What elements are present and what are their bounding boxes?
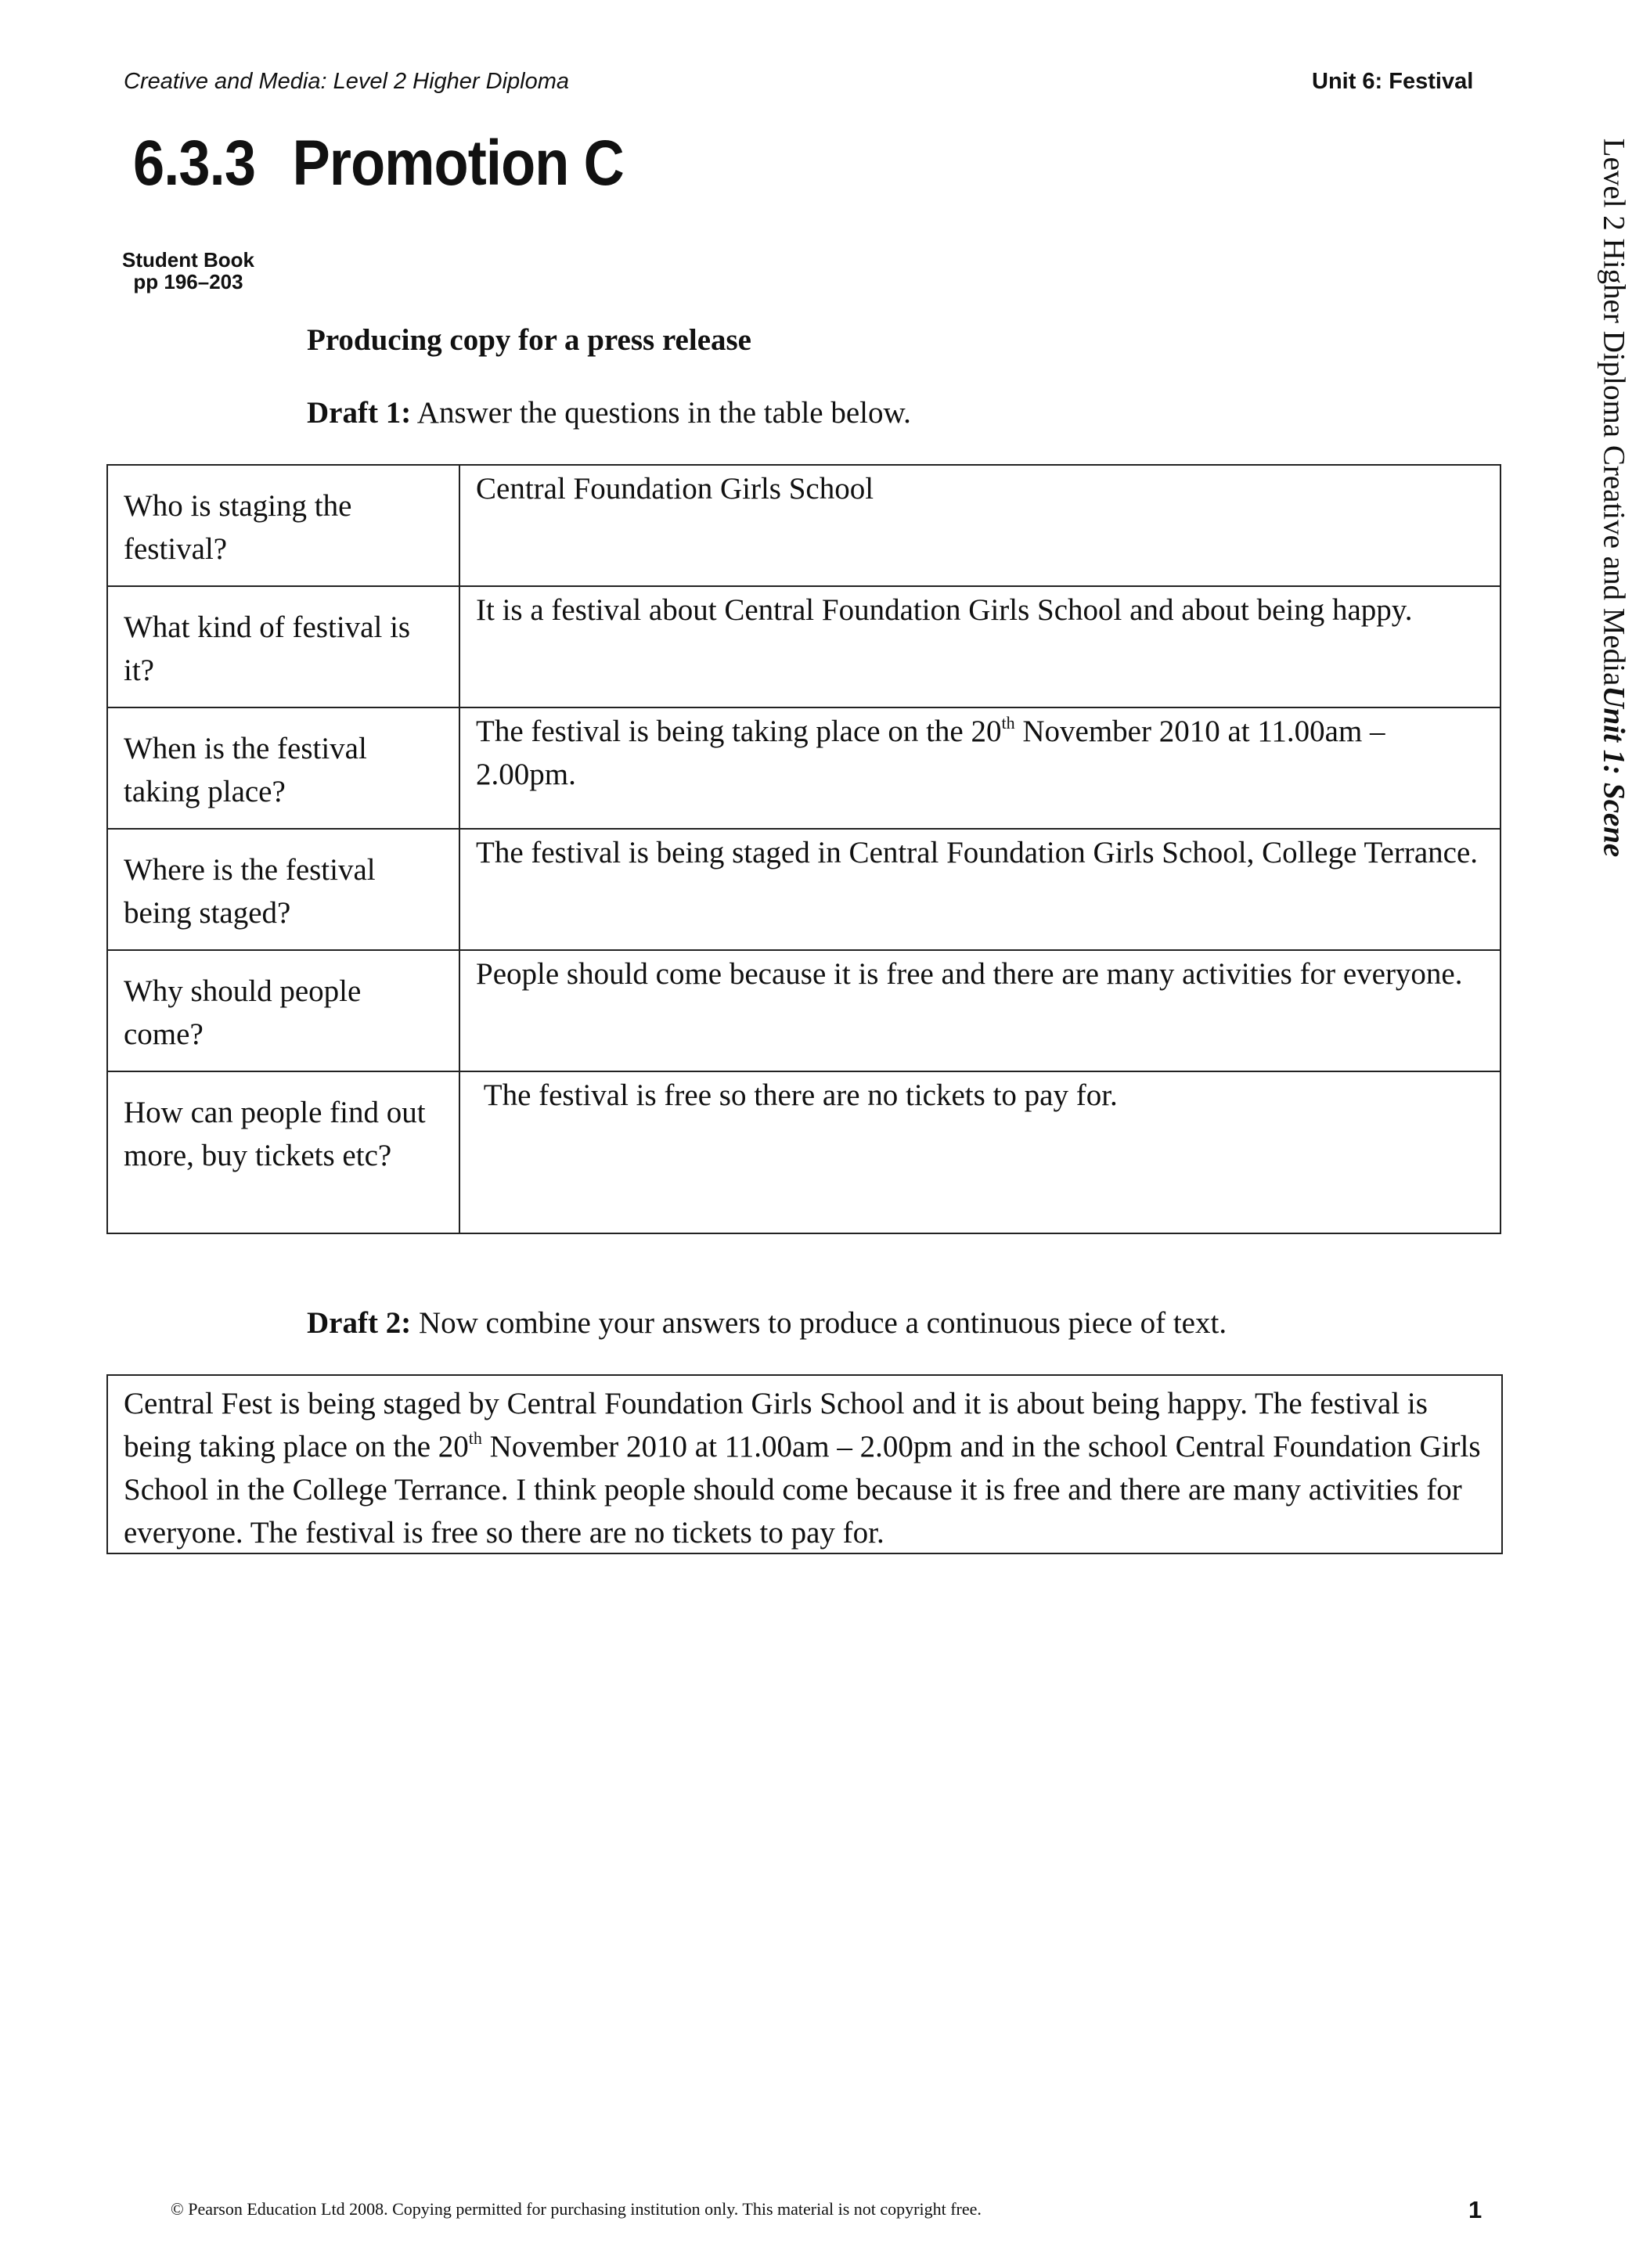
table-row (107, 586, 1501, 707)
question-cell: Why should people come? (107, 950, 459, 1071)
page-number: 1 (1468, 2196, 1482, 2223)
draft1-text: Answer the questions in the table below. (411, 396, 911, 430)
question-cell: Where is the festival being staged? (107, 829, 459, 950)
side-title-main: Level 2 Higher Diploma Creative and Media (1597, 138, 1631, 686)
combined-text: Central Fest is being staged by Central Foundation Girls School and it is about being happy. The festival is being taking place on the 20 (124, 1387, 1428, 1463)
combined-text-box (106, 1374, 1503, 1554)
section-heading: Producing copy for a press release (307, 323, 751, 357)
draft2-text: Now combine your answers to produce a continuous piece of text. (411, 1306, 1227, 1340)
table-row (107, 829, 1501, 950)
answer-cell (459, 707, 1501, 829)
student-book-pages: pp 196–203 (133, 270, 243, 293)
section-number: 6.3.3 (133, 128, 256, 199)
combined-superscript: th (468, 1428, 482, 1448)
table-row (107, 465, 1501, 586)
answer-cell: It is a festival about Central Foundation Girls School and about being happy. (459, 586, 1501, 707)
side-title-unit: Unit 1: Scene (1597, 686, 1631, 858)
header-course: Creative and Media: Level 2 Higher Diploma (124, 69, 570, 94)
answer-cell: People should come because it is free and there are many activities for everyone. (459, 950, 1501, 1071)
footer-copyright: © Pearson Education Ltd 2008. Copying permitted for purchasing institution only. This material is not copyright free. (171, 2199, 982, 2219)
page-title (133, 127, 624, 200)
answer-cell: The festival is free so there are no tickets to pay for. (459, 1071, 1501, 1233)
question-cell: What kind of festival is it? (107, 586, 459, 707)
side-running-title (1597, 106, 1632, 889)
answer-superscript: th (1001, 713, 1015, 733)
draft1-label: Draft 1: (307, 396, 412, 430)
student-book-ref (122, 249, 254, 293)
draft1-instruction (307, 395, 911, 430)
table-row (107, 950, 1501, 1071)
answer-cell: The festival is being staged in Central Foundation Girls School, College Terrance. (459, 829, 1501, 950)
table-row (107, 1071, 1501, 1233)
question-cell: Who is staging the festival? (107, 465, 459, 586)
table-row (107, 707, 1501, 829)
answer-cell: Central Foundation Girls School (459, 465, 1501, 586)
draft2-label: Draft 2: (307, 1306, 412, 1340)
question-cell: How can people find out more, buy tickets etc? (107, 1071, 459, 1233)
combined-text-cont: November 2010 at 11.00am – 2.00pm and in the school Central Foundation Girls School in the College Terrance. I think people should come because it is free and there are many activities for everyone. The festival is free so there are no tickets to pay for. (124, 1430, 1481, 1550)
answer-text-cont: November 2010 at 11.00am – 2.00pm. (476, 715, 1385, 791)
section-title: Promotion C (292, 128, 624, 199)
student-book-label: Student Book (122, 248, 254, 272)
answer-text: The festival is being taking place on the 20 (476, 715, 1002, 748)
qa-table (106, 464, 1501, 1234)
question-cell: When is the festival taking place? (107, 707, 459, 829)
header-unit: Unit 6: Festival (1312, 69, 1474, 94)
draft2-instruction (307, 1305, 1227, 1341)
